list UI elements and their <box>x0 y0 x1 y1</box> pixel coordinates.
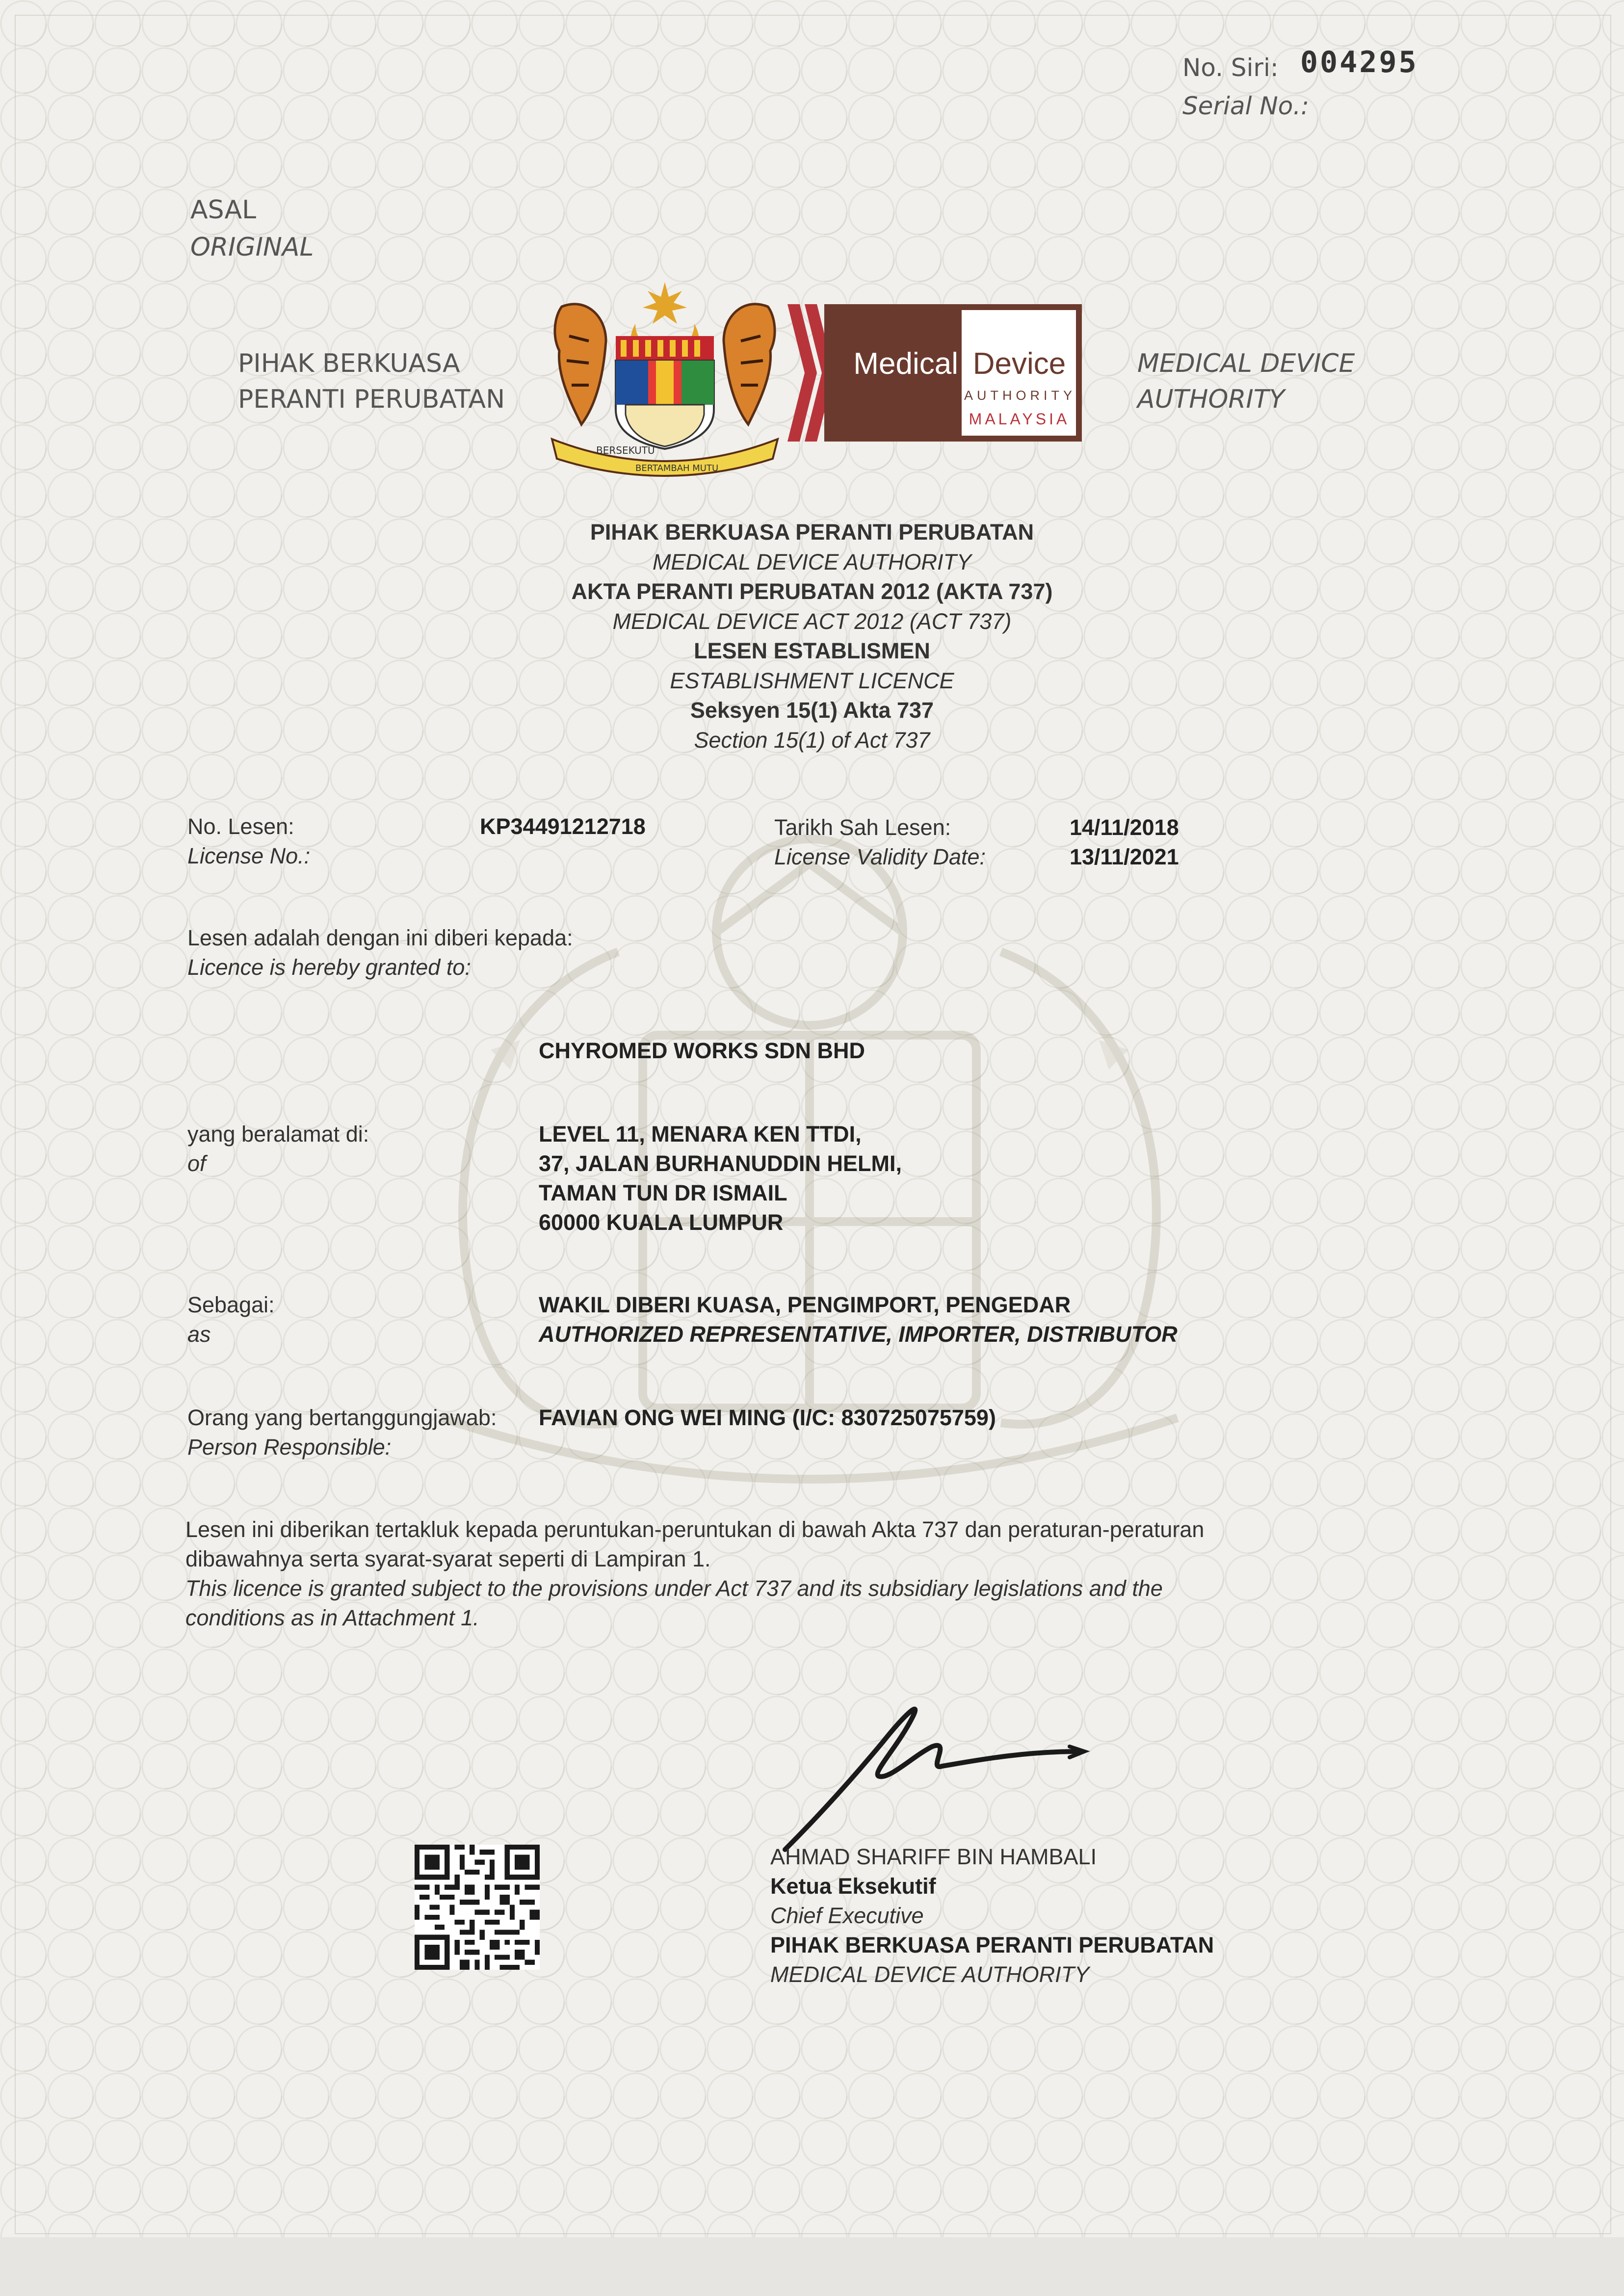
signatory-org: PIHAK BERKUASA PERANTI PERUBATAN <box>770 1932 1214 1957</box>
valid-to-date: 13/11/2021 <box>1070 844 1179 869</box>
title-line8: Section 15(1) of Act 737 <box>694 727 930 753</box>
conditions-en-line2: conditions as in Attachment 1. <box>185 1605 479 1630</box>
title-line3: AKTA PERANTI PERUBATAN 2012 (AKTA 737) <box>571 579 1053 604</box>
title-line6: ESTABLISHMENT LICENCE <box>670 668 954 693</box>
title-line2: MEDICAL DEVICE AUTHORITY <box>652 549 972 574</box>
grant-label: Lesen adalah dengan ini diberi kepada: <box>187 925 573 950</box>
address-label: yang beralamat di: <box>187 1122 369 1147</box>
address-line-1: LEVEL 11, MENARA KEN TTDI, <box>539 1122 862 1147</box>
crest-motto-left: BERSEKUTU <box>596 444 655 456</box>
footer-band <box>0 2237 1624 2296</box>
title-line5: LESEN ESTABLISMEN <box>694 638 930 663</box>
header-right-line2: AUTHORITY <box>1137 385 1285 414</box>
mda-logo <box>787 304 1082 442</box>
license-no-label-en: License No.: <box>187 843 311 868</box>
title-block <box>0 518 1624 755</box>
logo-country: MALAYSIA <box>969 410 1070 428</box>
signatory-name: AHMAD SHARIFF BIN HAMBALI <box>770 1844 1097 1869</box>
validity-label: Tarikh Sah Lesen: <box>774 815 951 840</box>
role-label: Sebagai: <box>187 1292 275 1317</box>
logo-word-device: Device <box>972 347 1066 381</box>
validity-label-en: License Validity Date: <box>774 844 986 869</box>
address-line-4: 60000 KUALA LUMPUR <box>539 1210 784 1235</box>
serial-label: No. Siri: <box>1182 53 1279 82</box>
conditions-ms-line2: dibawahnya serta syarat-syarat seperti di Lampiran 1. <box>185 1546 711 1571</box>
address-label-en: of <box>187 1151 206 1176</box>
header-right-line1: MEDICAL DEVICE <box>1137 349 1355 378</box>
valid-from-date: 14/11/2018 <box>1070 815 1179 840</box>
role-label-en: as <box>187 1322 211 1347</box>
crest-motto-bottom: BERTAMBAH MUTU <box>635 463 719 473</box>
license-no-value: KP34491212718 <box>480 814 646 839</box>
responsible-label: Orang yang bertanggungjawab: <box>187 1405 497 1430</box>
address-line-3: TAMAN TUN DR ISMAIL <box>539 1180 787 1205</box>
grant-label-en: Licence is hereby granted to: <box>187 955 471 980</box>
title-line1: PIHAK BERKUASA PERANTI PERUBATAN <box>590 520 1034 545</box>
company-name: CHYROMED WORKS SDN BHD <box>539 1038 865 1063</box>
serial-number: 004295 <box>1300 45 1418 79</box>
logo-word-medical: Medical <box>853 347 958 381</box>
header-left-line2: PERANTI PERUBATAN <box>238 385 505 414</box>
responsible-label-en: Person Responsible: <box>187 1435 392 1460</box>
copy-mark-en: ORIGINAL <box>190 233 314 262</box>
address-line-2: 37, JALAN BURHANUDDIN HELMI, <box>539 1151 902 1176</box>
conditions-ms-line1: Lesen ini diberikan tertakluk kepada peruntukan-peruntukan di bawah Akta 737 dan peraturan-peraturan <box>185 1517 1205 1542</box>
coat-of-arms-icon <box>542 277 787 483</box>
signatory-org-en: MEDICAL DEVICE AUTHORITY <box>770 1962 1090 1987</box>
responsible-value: FAVIAN ONG WEI MING (I/C: 830725075759) <box>539 1405 996 1430</box>
role-value-en: AUTHORIZED REPRESENTATIVE, IMPORTER, DISTRIBUTOR <box>539 1322 1178 1347</box>
qr-code-icon <box>415 1842 540 1972</box>
title-line7: Seksyen 15(1) Akta 737 <box>690 698 934 723</box>
role-value: WAKIL DIBERI KUASA, PENGIMPORT, PENGEDAR <box>539 1292 1071 1317</box>
signatory-title-en: Chief Executive <box>770 1903 924 1928</box>
logo-authority: AUTHORITY <box>964 388 1076 403</box>
serial-label-en: Serial No.: <box>1182 92 1310 120</box>
header-left-line1: PIHAK BERKUASA <box>238 349 460 378</box>
copy-mark: ASAL <box>190 195 257 225</box>
conditions-en-line1: This licence is granted subject to the provisions under Act 737 and its subsidiary legislations and the <box>185 1576 1163 1601</box>
signature-icon <box>765 1688 1109 1854</box>
signatory-title: Ketua Eksekutif <box>770 1874 936 1899</box>
title-line4: MEDICAL DEVICE ACT 2012 (ACT 737) <box>612 608 1012 634</box>
license-no-label: No. Lesen: <box>187 814 294 839</box>
